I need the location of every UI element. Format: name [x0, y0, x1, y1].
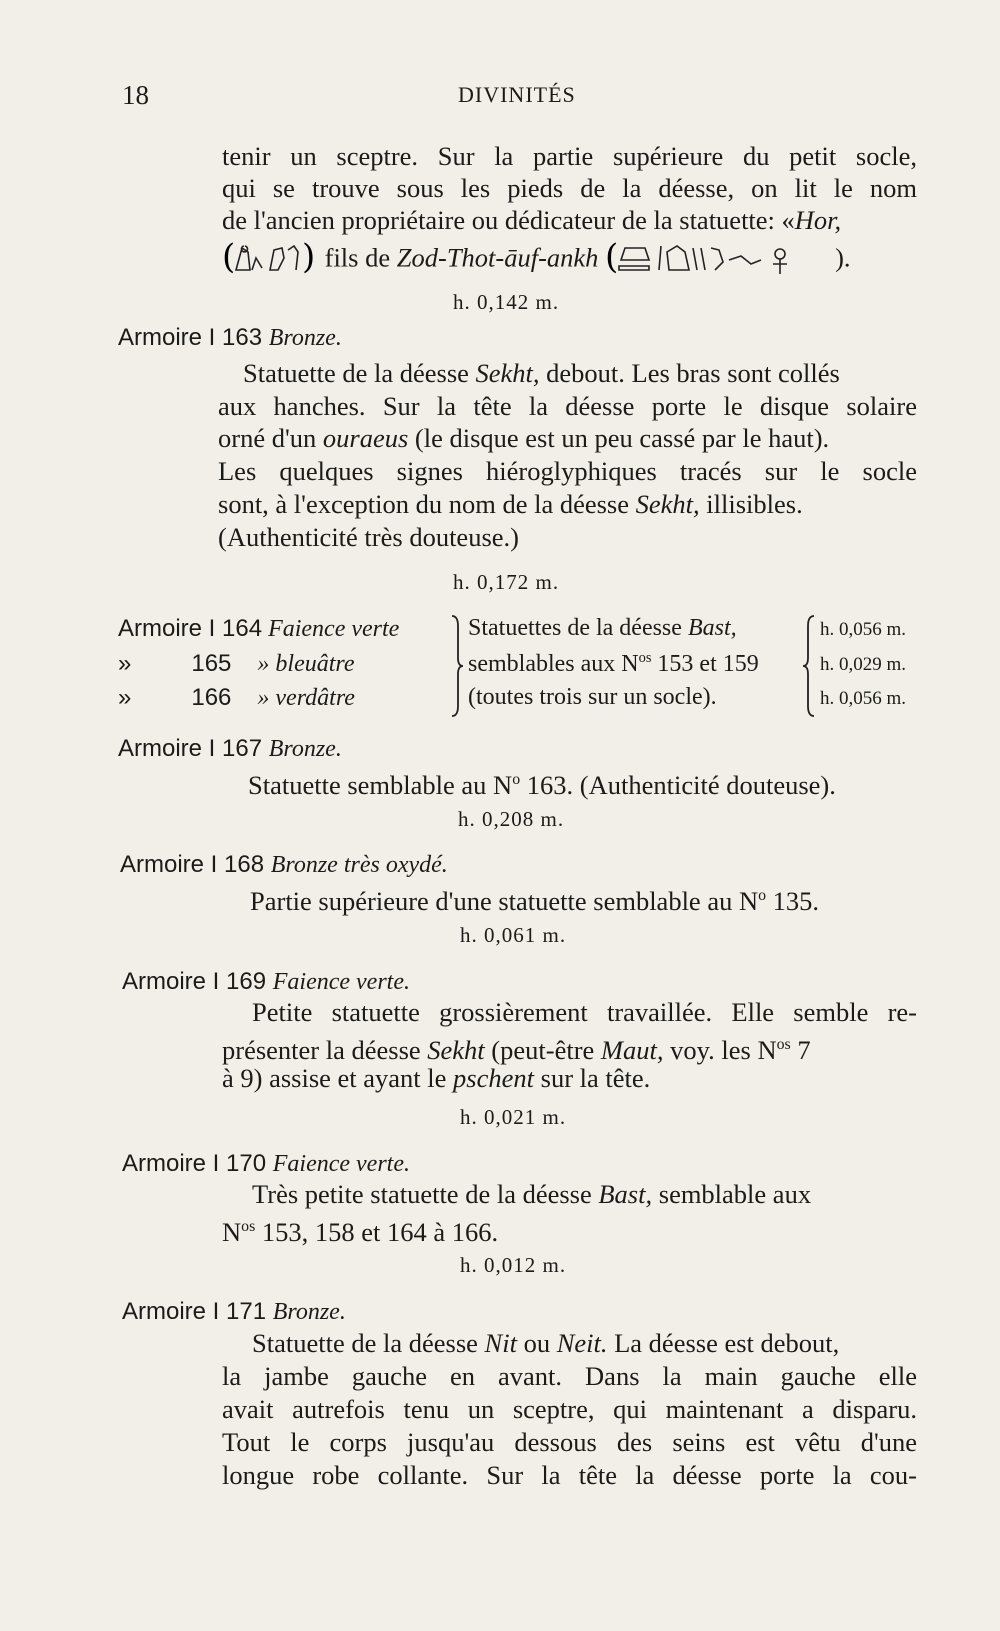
- entry-165-measure: h. 0,029 m.: [820, 654, 907, 675]
- intro-line-1: tenir un sceptre. Sur la partie supérieure du petit socle,: [222, 141, 917, 171]
- entry-166-label: » 166 » verdâtre: [118, 684, 355, 711]
- intro-line-4: ( ) fils de Zod-Thot-āuf-ankh ( ).: [222, 238, 851, 283]
- entry-171-line-1: Statuette de la déesse Nit ou Neit. La déesse est debout,: [252, 1328, 840, 1358]
- entry-171-line-3: avait autrefois tenu un sceptre, qui maintenant a disparu.: [222, 1394, 917, 1424]
- cartouche-zod-thot-icon: [605, 238, 835, 283]
- entry-171-line-5: longue robe collante. Sur la tête la déesse porte la cou-: [222, 1460, 917, 1490]
- svg-text:(: (: [222, 238, 236, 276]
- measurement: h. 0,061 m.: [460, 923, 567, 947]
- entry-163-line-2: aux hanches. Sur la tête la déesse porte le disque solaire: [218, 391, 917, 421]
- entry-168-heading: Armoire I 168 Bronze très oxydé.: [120, 851, 448, 878]
- cartouche-hor-icon: [222, 238, 318, 283]
- entry-164-text: Statuettes de la déesse Bast,: [468, 615, 737, 641]
- svg-text:(: (: [605, 238, 619, 276]
- measurement: h. 0,021 m.: [460, 1105, 567, 1129]
- measurement: h. 0,012 m.: [460, 1253, 567, 1277]
- entry-167-line-1: Statuette semblable au $N^o$ 163. (Authenticité douteuse).: [248, 769, 836, 800]
- entry-163-line-5: sont, à l'exception du nom de la déesse Sekht, illisibles.: [218, 489, 803, 519]
- entry-171-heading: Armoire I 171 Bronze.: [122, 1298, 346, 1325]
- entry-163-line-6: (Authenticité très douteuse.): [218, 522, 519, 552]
- entry-165-text: semblables aux $N^{os}$ 153 et 159: [468, 650, 759, 677]
- entry-168-line-1: Partie supérieure d'une statuette semblable au $N^o$ 135.: [250, 885, 820, 916]
- entry-170-line-2: $N^{os}$ 153, 158 et 164 à 166.: [222, 1216, 499, 1247]
- entry-163-line-3: orné d'un ouraeus (le disque est un peu cassé par le haut).: [218, 423, 830, 453]
- intro-line-2: qui se trouve sous les pieds de la déesse, on lit le nom: [222, 173, 917, 203]
- entry-165-label: » 165 » bleuâtre: [118, 650, 355, 677]
- entry-169-heading: Armoire I 169 Faience verte.: [122, 968, 410, 995]
- entry-163-line-1: Statuette de la déesse Sekht, debout. Les bras sont collés: [243, 358, 840, 388]
- entry-167-heading: Armoire I 167 Bronze.: [118, 735, 342, 762]
- intro-line-3: de l'ancien propriétaire ou dédicateur de la statuette: «Hor,: [222, 205, 842, 235]
- entry-169-line-2: présenter la déesse Sekht (peut-être Maut, voy. les $N^{os}$ 7: [222, 1034, 811, 1065]
- entry-171-line-4: Tout le corps jusqu'au dessous des seins est vêtu d'une: [222, 1427, 917, 1457]
- entry-170-heading: Armoire I 170 Faience verte.: [122, 1150, 410, 1177]
- entry-166-measure: h. 0,056 m.: [820, 688, 907, 709]
- left-brace: [450, 614, 464, 723]
- entry-166-text: (toutes trois sur un socle).: [468, 684, 717, 710]
- entry-169-line-1: Petite statuette grossièrement travaillée. Elle semble re-: [252, 997, 917, 1027]
- running-title: DIVINITÉS: [458, 82, 576, 107]
- measurement: h. 0,142 m.: [453, 290, 560, 314]
- measurement: h. 0,172 m.: [453, 570, 560, 594]
- entry-164-measure: h. 0,056 m.: [820, 619, 907, 640]
- svg-text:): ): [302, 238, 316, 276]
- measurement: h. 0,208 m.: [458, 807, 565, 831]
- entry-171-line-2: la jambe gauche en avant. Dans la main gauche elle: [222, 1361, 917, 1391]
- entry-163-heading: Armoire I 163 Bronze.: [118, 324, 342, 351]
- entry-164-label: Armoire I 164 Faience verte: [118, 615, 400, 642]
- entry-163-line-4: Les quelques signes hiéroglyphiques tracés sur le socle: [218, 456, 917, 486]
- entry-170-line-1: Très petite statuette de la déesse Bast, semblable aux: [252, 1179, 812, 1209]
- right-brace: [802, 614, 816, 723]
- page-number: 18: [122, 80, 149, 110]
- entry-169-line-3: à 9) assise et ayant le pschent sur la tête.: [222, 1063, 651, 1093]
